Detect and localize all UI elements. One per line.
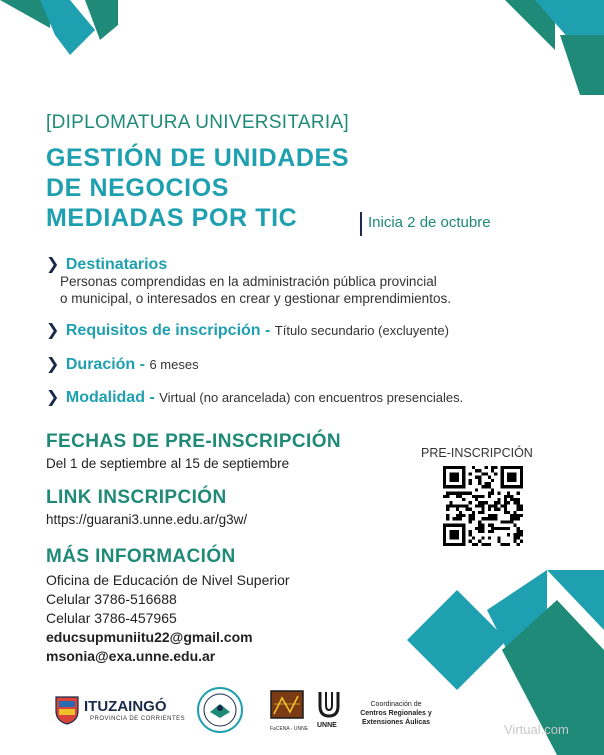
watermark: Virtual.com [504, 722, 569, 737]
registration-link[interactable]: https://guarani3.unne.edu.ar/g3w/ [46, 512, 248, 527]
duracion-row: ❯ Duración - 6 meses [46, 356, 199, 373]
start-date: Inicia 2 de octubre [360, 212, 491, 236]
desc-line: o municipal, o interesados en crear y gestionar emprendimientos. [60, 291, 451, 306]
destinatarios-label: Destinatarios [65, 256, 168, 273]
info-heading: MÁS INFORMACIÓN [46, 546, 236, 567]
qr-label: PRE-INSCRIPCIÓN [421, 446, 533, 460]
requisitos-label: Requisitos de inscripción [65, 322, 261, 339]
link-heading: LINK INSCRIPCIÓN [46, 487, 227, 508]
facena-label: FaCENA - UNNE [270, 726, 309, 732]
info-block [46, 571, 290, 666]
ituzaingo-subtext: PROVINCIA DE CORRIENTES [90, 716, 186, 722]
coordinacion-logo [348, 700, 444, 727]
unne-label: UNNE [317, 722, 337, 729]
duracion-value: 6 meses [149, 357, 199, 372]
email-2[interactable]: msonia@exa.unne.edu.ar [46, 648, 216, 664]
chevron-right-icon: ❯ [46, 356, 60, 373]
phone-1: Celular 3786-516688 [46, 591, 177, 607]
ituzaingo-shield-icon [54, 695, 80, 725]
requisitos-row: ❯ Requisitos de inscripción - Título secundario (excluyente) [46, 322, 449, 339]
fechas-heading: FECHAS DE PRE-INSCRIPCIÓN [46, 431, 342, 452]
coord-line: Centros Regionales y [360, 710, 432, 717]
destinatarios-description [60, 273, 451, 307]
modalidad-label: Modalidad [65, 389, 145, 406]
chevron-right-icon: ❯ [46, 389, 60, 406]
phone-2: Celular 3786-457965 [46, 610, 177, 626]
ituzaingo-logo-text: ITUZAINGÓ [84, 698, 167, 715]
office-name: Oficina de Educación de Nivel Superior [46, 572, 290, 588]
title-line: GESTIÓN DE UNIDADES [46, 144, 350, 172]
program-title [46, 143, 349, 233]
email-1[interactable]: educsupmuniitu22@gmail.com [46, 629, 253, 645]
duracion-label: Duración [65, 356, 136, 373]
chevron-right-icon: ❯ [46, 256, 60, 273]
facena-logo-icon [270, 690, 304, 724]
modalidad-value: Virtual (no arancelada) con encuentros presenciales. [159, 390, 464, 405]
qr-code[interactable] [443, 466, 523, 546]
fechas-text: Del 1 de septiembre al 15 de septiembre [46, 456, 290, 471]
desc-line: Personas comprendidas en la administración pública provincial [60, 274, 437, 289]
decor-top-right [505, 0, 604, 100]
destinatarios-heading [46, 254, 167, 274]
requisitos-value: Título secundario (excluyente) [274, 323, 449, 338]
decor-top-left [0, 0, 130, 60]
chevron-right-icon: ❯ [46, 322, 60, 339]
coord-line: Coordinación de [370, 701, 422, 708]
modalidad-row: ❯ Modalidad - Virtual (no arancelada) con encuentros presenciales. [46, 389, 464, 406]
unne-logo-icon [316, 690, 342, 720]
education-seal-icon [196, 686, 244, 734]
coord-line: Extensiones Áulicas [361, 719, 431, 726]
title-line: DE NEGOCIOS [46, 174, 230, 202]
program-type: [DIPLOMATURA UNIVERSITARIA] [46, 112, 349, 133]
title-line: MEDIADAS POR TIC [46, 204, 298, 232]
